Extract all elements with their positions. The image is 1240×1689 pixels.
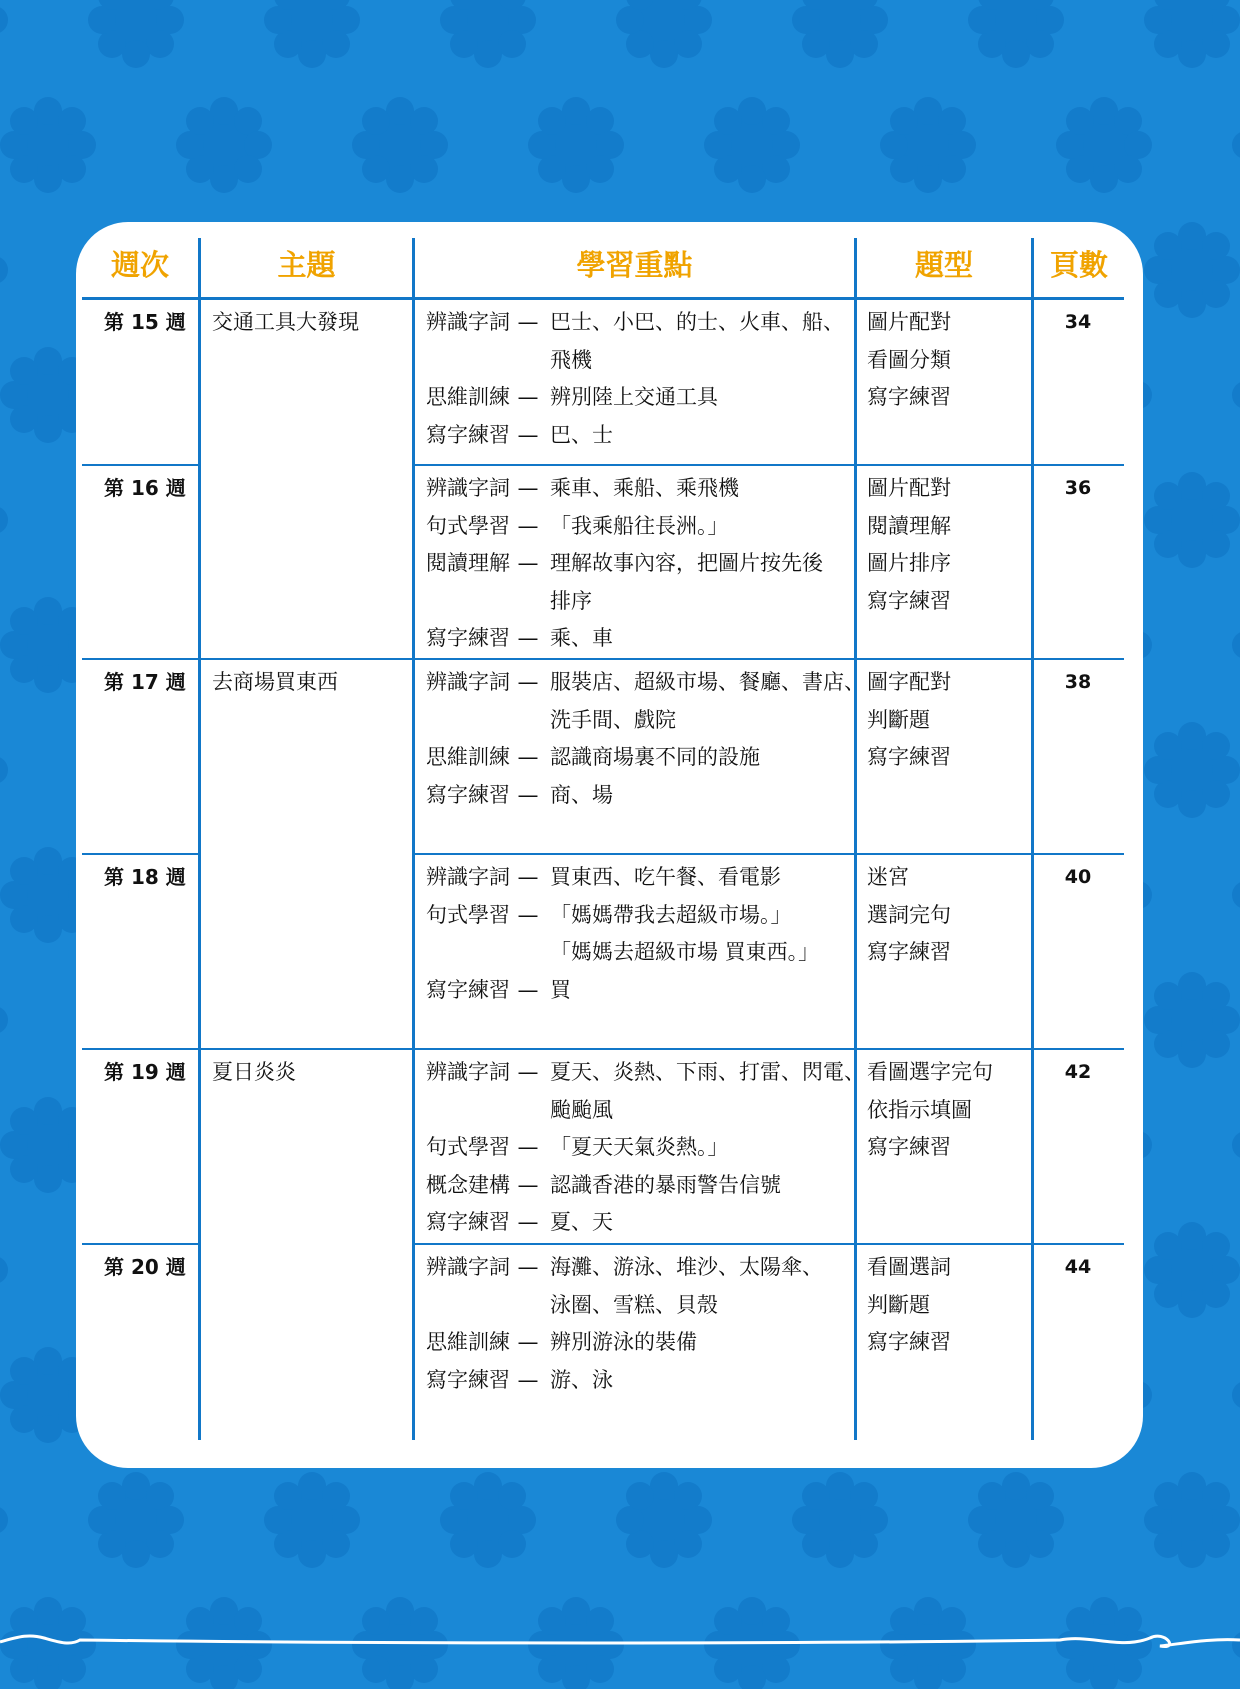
point-label: 句式學習 [426, 1135, 510, 1159]
flower-shape [1232, 1097, 1240, 1193]
row-divider [412, 1243, 1124, 1245]
learning-points-cell [426, 1249, 852, 1399]
point-text: 認識商場裏不同的設施 [550, 745, 760, 769]
page-number: 40 [1064, 866, 1092, 888]
flower-shape [0, 472, 8, 568]
page-number: 38 [1064, 671, 1092, 693]
column-divider [854, 238, 857, 1440]
row-divider [412, 853, 1124, 855]
flower-shape [1144, 222, 1240, 318]
row-divider [82, 853, 200, 855]
point-line [426, 1054, 865, 1092]
flower-shape [0, 1472, 8, 1568]
week-cell: 第 20 週 [104, 1255, 186, 1279]
flower-shape [440, 1472, 536, 1568]
point-label: 概念建構 [426, 1172, 510, 1197]
type-item: 寫字練習 [867, 940, 951, 964]
point-line [426, 1249, 852, 1287]
dash: — [517, 1367, 539, 1392]
type-item: 寫字練習 [867, 385, 951, 409]
point-label: 寫字練習 [426, 782, 510, 807]
point-label: 辨識字詞 [426, 670, 510, 694]
row-divider [412, 464, 1124, 466]
point-line [426, 620, 852, 658]
dash: — [517, 670, 539, 694]
point-text: 商、場 [550, 782, 613, 807]
flower-shape [1056, 97, 1152, 193]
point-label: 辨識字詞 [426, 476, 510, 500]
row-divider [82, 1048, 1124, 1050]
type-item: 閱讀理解 [867, 513, 951, 538]
dash: — [517, 782, 539, 807]
type-item: 看圖分類 [867, 347, 951, 372]
column-divider [198, 238, 201, 1440]
flower-shape [704, 97, 800, 193]
column-divider [412, 238, 415, 1440]
row-divider [82, 1243, 200, 1245]
point-text: 辨別陸上交通工具 [550, 385, 718, 409]
dash: — [517, 476, 539, 500]
header-question-types: 題型 [914, 248, 973, 282]
point-line [426, 777, 852, 815]
type-item: 寫字練習 [867, 745, 951, 769]
flower-shape [1144, 1472, 1240, 1568]
flower-shape [616, 1472, 712, 1568]
point-text: 夏天、炎熱、下雨、打雷、閃電、 [550, 1060, 865, 1084]
flower-shape [0, 222, 8, 318]
week-cell: 第 16 週 [104, 476, 186, 500]
point-line [426, 664, 865, 702]
question-types-cell [867, 470, 951, 620]
flower-shape [792, 0, 888, 68]
point-label: 辨識字詞 [426, 310, 510, 334]
flower-shape [1144, 472, 1240, 568]
point-label: 閱讀理解 [426, 551, 510, 575]
point-label: 思維訓練 [426, 1330, 510, 1354]
point-line [426, 1129, 852, 1167]
point-text: 買東西、吃午餐、看電影 [550, 865, 781, 889]
flower-shape [528, 97, 624, 193]
dash: — [517, 385, 539, 409]
point-text: 買 [550, 977, 571, 1002]
question-types-cell [867, 1054, 993, 1167]
point-line [426, 304, 852, 342]
point-label: 辨識字詞 [426, 1255, 510, 1279]
point-text: 乘車、乘船、乘飛機 [550, 476, 739, 500]
dash: — [517, 626, 539, 650]
learning-points-cell [426, 664, 865, 814]
flower-shape [352, 97, 448, 193]
point-text: 游、泳 [550, 1367, 613, 1392]
point-label: 寫字練習 [426, 1367, 510, 1392]
dash: — [517, 551, 539, 575]
dash: — [517, 745, 539, 769]
footer-wave-line [0, 1620, 1240, 1660]
theme-cell: 去商場買東西 [212, 670, 338, 694]
point-line [426, 470, 852, 508]
point-text: 「我乘船往長洲。」 [550, 513, 729, 538]
flower-shape [176, 97, 272, 193]
point-label: 思維訓練 [426, 385, 510, 409]
type-item: 迷宮 [867, 865, 909, 889]
flower-shape [88, 0, 184, 68]
point-line [426, 1362, 852, 1400]
point-continuation: 排序 [550, 588, 592, 613]
flower-shape [440, 0, 536, 68]
flower-shape [0, 972, 8, 1068]
question-types-cell [867, 859, 951, 972]
type-item: 圖片配對 [867, 310, 951, 334]
header-page: 頁數 [1049, 248, 1108, 282]
question-types-cell [867, 1249, 951, 1362]
dash: — [517, 865, 539, 889]
learning-points-cell [426, 470, 852, 658]
flower-shape [1232, 847, 1240, 943]
point-label: 寫字練習 [426, 1210, 510, 1234]
dash: — [517, 422, 539, 447]
point-line [426, 1204, 852, 1242]
flower-shape [1232, 347, 1240, 443]
point-label: 辨識字詞 [426, 1060, 510, 1084]
page-number: 34 [1064, 311, 1092, 333]
flower-shape [264, 0, 360, 68]
column-divider [1031, 238, 1034, 1440]
dash: — [517, 310, 539, 334]
flower-shape [1144, 1222, 1240, 1318]
flower-shape [792, 1472, 888, 1568]
point-continuation: 飛機 [550, 347, 592, 372]
type-item: 寫字練習 [867, 588, 951, 613]
point-text: 乘、車 [550, 626, 613, 650]
type-item: 圖片排序 [867, 551, 951, 575]
point-label: 辨識字詞 [426, 865, 510, 889]
header-theme: 主題 [277, 248, 336, 282]
point-line [426, 379, 852, 417]
flower-shape [1232, 597, 1240, 693]
learning-points-cell [426, 1054, 865, 1242]
flower-shape [968, 0, 1064, 68]
point-line [426, 508, 852, 546]
point-text: 服裝店、超級市場、餐廳、書店、 [550, 670, 865, 694]
flower-shape [1144, 722, 1240, 818]
flower-shape [968, 1472, 1064, 1568]
point-continuation: 「媽媽去超級市場 買東西。」 [550, 940, 820, 964]
dash: — [517, 1330, 539, 1354]
type-item: 寫字練習 [867, 1330, 951, 1354]
point-label: 寫字練習 [426, 626, 510, 650]
point-line [426, 859, 852, 897]
type-item: 依指示填圖 [867, 1097, 972, 1122]
dash: — [517, 902, 539, 927]
page-number: 36 [1064, 477, 1092, 499]
point-label: 句式學習 [426, 513, 510, 538]
point-continuation: 泳圈、雪糕、貝殼 [550, 1292, 718, 1317]
type-item: 判斷題 [867, 1292, 930, 1317]
point-text: 海灘、游泳、堆沙、太陽傘、 [550, 1255, 823, 1279]
flower-shape [1232, 1347, 1240, 1443]
point-label: 思維訓練 [426, 745, 510, 769]
dash: — [517, 1172, 539, 1197]
flower-shape [0, 722, 8, 818]
point-line [426, 972, 852, 1010]
point-text: 巴、士 [550, 422, 613, 447]
row-divider [82, 464, 200, 466]
theme-cell: 夏日炎炎 [212, 1060, 296, 1084]
flower-shape [0, 0, 8, 68]
type-item: 看圖選字完句 [867, 1060, 993, 1084]
dash: — [517, 1135, 539, 1159]
point-line [426, 545, 852, 583]
week-cell: 第 15 週 [104, 310, 186, 334]
theme-cell: 交通工具大發現 [212, 310, 359, 334]
page-number: 44 [1064, 1256, 1092, 1278]
point-text: 夏、天 [550, 1210, 613, 1234]
page-number: 42 [1064, 1061, 1092, 1083]
header-learning-points: 學習重點 [576, 248, 693, 282]
type-item: 選詞完句 [867, 902, 951, 927]
flower-shape [616, 0, 712, 68]
point-continuation: 洗手間、戲院 [550, 707, 676, 732]
point-line [426, 739, 852, 777]
header-rule [82, 297, 1124, 300]
flower-shape [1232, 97, 1240, 193]
header-week: 週次 [110, 248, 169, 282]
learning-points-cell [426, 859, 852, 1009]
point-line [426, 417, 852, 455]
learning-points-cell [426, 304, 852, 454]
type-item: 圖字配對 [867, 670, 951, 694]
flower-shape [88, 1472, 184, 1568]
flower-shape [1144, 972, 1240, 1068]
flower-shape [880, 97, 976, 193]
flower-shape [0, 97, 96, 193]
question-types-cell [867, 664, 951, 777]
point-text: 認識香港的暴雨警告信號 [550, 1172, 781, 1197]
dash: — [517, 1255, 539, 1279]
point-text: 「夏天天氣炎熱。」 [550, 1135, 729, 1159]
question-types-cell [867, 304, 951, 417]
point-line [426, 897, 852, 935]
point-label: 寫字練習 [426, 977, 510, 1002]
week-cell: 第 19 週 [104, 1060, 186, 1084]
point-line [426, 1167, 852, 1205]
week-cell: 第 18 週 [104, 865, 186, 889]
point-text: 巴士、小巴、的士、火車、船、 [550, 310, 844, 334]
dash: — [517, 513, 539, 538]
type-item: 寫字練習 [867, 1135, 951, 1159]
point-text: 辨別游泳的裝備 [550, 1330, 697, 1354]
point-text: 「媽媽帶我去超級市場。」 [550, 902, 792, 927]
point-label: 寫字練習 [426, 422, 510, 447]
dash: — [517, 1210, 539, 1234]
dash: — [517, 1060, 539, 1084]
flower-shape [0, 1222, 8, 1318]
type-item: 判斷題 [867, 707, 930, 732]
flower-shape [1144, 0, 1240, 68]
week-cell: 第 17 週 [104, 670, 186, 694]
type-item: 圖片配對 [867, 476, 951, 500]
point-label: 句式學習 [426, 902, 510, 927]
point-line [426, 1324, 852, 1362]
point-continuation: 颱颱風 [550, 1097, 613, 1122]
flower-shape [264, 1472, 360, 1568]
type-item: 看圖選詞 [867, 1255, 951, 1279]
point-text: 理解故事內容，把圖片按先後 [550, 551, 823, 575]
dash: — [517, 977, 539, 1002]
row-divider [82, 658, 1124, 660]
